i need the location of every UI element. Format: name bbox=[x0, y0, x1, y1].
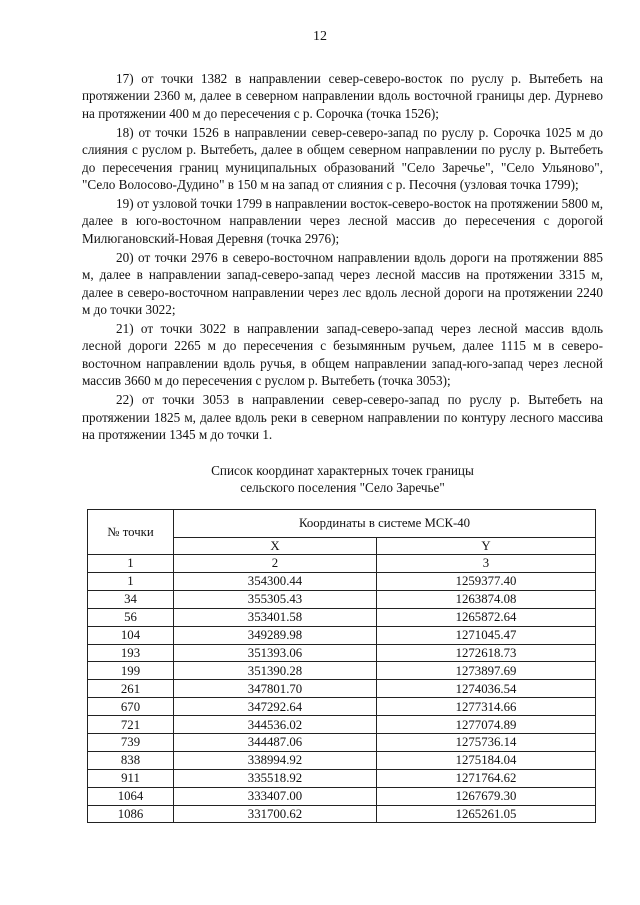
y-coordinate: 1275736.14 bbox=[377, 734, 596, 752]
paragraph-19: 19) от узловой точки 1799 в направлении восток-северо-восток на протяжении 5800 м, далее в юго-восточном направлении через лесной массив до пересечения с дорогой Милюгановский-Новая Деревня (точка 2976); bbox=[82, 196, 603, 246]
point-number: 670 bbox=[88, 698, 174, 716]
point-number: 739 bbox=[88, 734, 174, 752]
table-title bbox=[82, 462, 603, 497]
point-number: 838 bbox=[88, 751, 174, 769]
x-coordinate: 344487.06 bbox=[174, 734, 377, 752]
table-row bbox=[88, 626, 596, 644]
paragraph-22: 22) от точки 3053 в направлении север-северо-запад по руслу р. Вытебеть на протяжении 1825 м, далее вдоль реки в северном направлении по контуру лесного массива на протяжении 1345 м до точки 1. bbox=[82, 392, 603, 443]
y-coordinate: 1274036.54 bbox=[377, 680, 596, 698]
x-coordinate: 335518.92 bbox=[174, 769, 377, 787]
table-title-line-1: Список координат характерных точек границы bbox=[211, 463, 474, 478]
table-row bbox=[88, 573, 596, 591]
x-coordinate: 338994.92 bbox=[174, 751, 377, 769]
header-y: Y bbox=[377, 538, 596, 555]
column-number: 2 bbox=[174, 555, 377, 573]
x-coordinate: 347292.64 bbox=[174, 698, 377, 716]
y-coordinate: 1273897.69 bbox=[377, 662, 596, 680]
point-number: 199 bbox=[88, 662, 174, 680]
page-number: 12 bbox=[313, 29, 327, 44]
table-row bbox=[88, 769, 596, 787]
coordinates-table bbox=[87, 509, 596, 823]
table-row bbox=[88, 716, 596, 734]
table-title-line-2: сельского поселения "Село Заречье" bbox=[240, 480, 445, 496]
table-row bbox=[88, 590, 596, 608]
point-number: 34 bbox=[88, 590, 174, 608]
boundary-description bbox=[82, 70, 603, 445]
x-coordinate: 347801.70 bbox=[174, 680, 377, 698]
x-coordinate: 354300.44 bbox=[174, 573, 377, 591]
table-row bbox=[88, 734, 596, 752]
x-coordinate: 351393.06 bbox=[174, 644, 377, 662]
table-row bbox=[88, 662, 596, 680]
x-coordinate: 344536.02 bbox=[174, 716, 377, 734]
paragraph-20: 20) от точки 2976 в северо-восточном направлении вдоль дороги на протяжении 885 м, далее в направлении запад-северо-запад через лесной массив на протяжении 3315 м, далее в северо-восточном направлении через лес вдоль лесной дороги на протяжении 2240 м до точки 3022; bbox=[82, 249, 603, 318]
y-coordinate: 1263874.08 bbox=[377, 590, 596, 608]
table-row bbox=[88, 787, 596, 805]
table-row bbox=[88, 751, 596, 769]
x-coordinate: 353401.58 bbox=[174, 608, 377, 626]
x-coordinate: 333407.00 bbox=[174, 787, 377, 805]
table-row bbox=[88, 644, 596, 662]
x-coordinate: 351390.28 bbox=[174, 662, 377, 680]
y-coordinate: 1267679.30 bbox=[377, 787, 596, 805]
table-row bbox=[88, 805, 596, 823]
y-coordinate: 1275184.04 bbox=[377, 751, 596, 769]
y-coordinate: 1277074.89 bbox=[377, 716, 596, 734]
point-number: 1086 bbox=[88, 805, 174, 823]
y-coordinate: 1277314.66 bbox=[377, 698, 596, 716]
point-number: 193 bbox=[88, 644, 174, 662]
column-number: 3 bbox=[377, 555, 596, 573]
header-point-number: № точки bbox=[88, 510, 174, 555]
y-coordinate: 1259377.40 bbox=[377, 573, 596, 591]
point-number: 104 bbox=[88, 626, 174, 644]
header-x: X bbox=[174, 538, 377, 555]
paragraph-21: 21) от точки 3022 в направлении запад-северо-запад через лесной массив вдоль лесной дороги 2265 м до пересечения с безымянным ручьем, далее 1115 м в северо-восточном направлении вдоль ручья, в общем направлении запад-юго-запад через лесной массив 3660 м до пересечения с руслом р. Вытебеть (точка 3053); bbox=[82, 321, 603, 389]
y-coordinate: 1271764.62 bbox=[377, 769, 596, 787]
table-row bbox=[88, 608, 596, 626]
paragraph-17: 17) от точки 1382 в направлении север-северо-восток по руслу р. Вытебеть на протяжении 2360 м, далее в северном направлении вдоль восточной границы дер. Дурнево на протяжении 400 м до пересечения с р. Сорочка (точка 1526); bbox=[82, 71, 603, 121]
x-coordinate: 349289.98 bbox=[174, 626, 377, 644]
paragraph-18: 18) от точки 1526 в направлении север-северо-запад по руслу р. Сорочка 1025 м до слияния с руслом р. Вытебеть, далее в общем северном направлении по руслу р. Вытебеть до пересечения границ муниципальных образований "Село Заречье", "Село Ульяново", "Село Волосово-Дудино" в 150 м на запад от слияния с р. Песочня (узловая точка 1799); bbox=[82, 124, 603, 193]
y-coordinate: 1265872.64 bbox=[377, 608, 596, 626]
header-coordinates: Координаты в системе МСК-40 bbox=[174, 510, 596, 538]
point-number: 1064 bbox=[88, 787, 174, 805]
y-coordinate: 1272618.73 bbox=[377, 644, 596, 662]
table-row bbox=[88, 680, 596, 698]
column-number: 1 bbox=[88, 555, 174, 573]
point-number: 911 bbox=[88, 769, 174, 787]
point-number: 721 bbox=[88, 716, 174, 734]
y-coordinate: 1265261.05 bbox=[377, 805, 596, 823]
point-number: 261 bbox=[88, 680, 174, 698]
table-row bbox=[88, 698, 596, 716]
point-number: 1 bbox=[88, 573, 174, 591]
x-coordinate: 331700.62 bbox=[174, 805, 377, 823]
y-coordinate: 1271045.47 bbox=[377, 626, 596, 644]
x-coordinate: 355305.43 bbox=[174, 590, 377, 608]
point-number: 56 bbox=[88, 608, 174, 626]
